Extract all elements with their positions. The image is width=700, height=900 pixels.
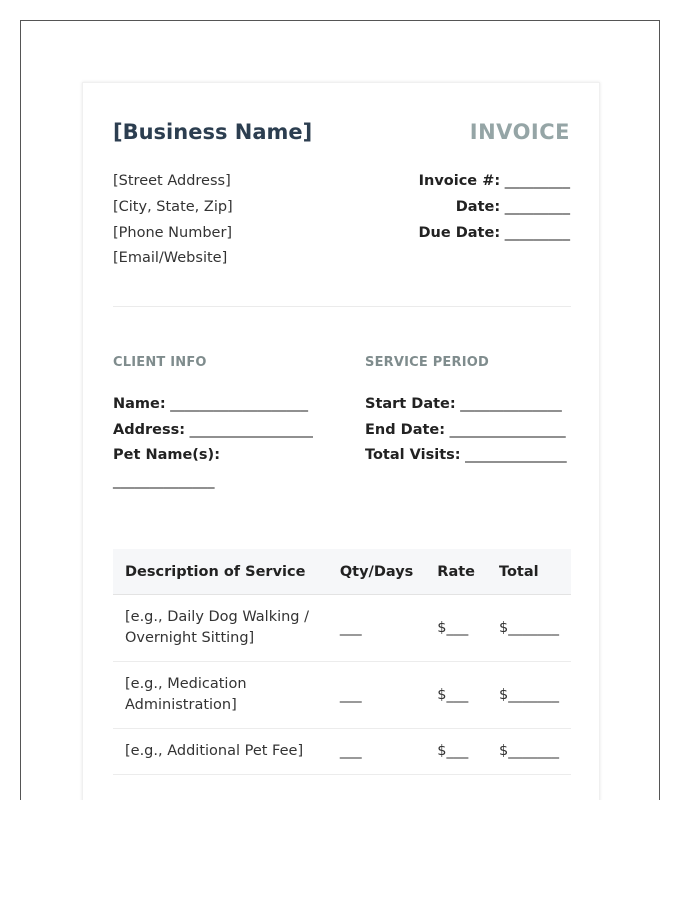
due-date-row (419, 221, 571, 247)
due-date-field: _________ (504, 224, 570, 241)
row-qty: ___ (328, 662, 425, 729)
header-description: Description of Service (113, 549, 328, 595)
client-address-field: _________________ (189, 421, 313, 438)
row-rate: $___ (425, 729, 487, 775)
invoice-sheet (82, 82, 600, 800)
end-date-label: End Date: (365, 421, 446, 438)
client-name-field: ___________________ (170, 396, 309, 412)
row-description: [e.g., Additional Pet Fee] (113, 729, 328, 775)
client-address-label: Address: (113, 421, 186, 438)
services-table (113, 549, 571, 775)
row-rate: $___ (425, 595, 487, 662)
row-rate: $___ (425, 662, 487, 729)
row-description: [e.g., Medication Administration] (113, 662, 328, 729)
city-state-zip: [City, State, Zip] (113, 198, 233, 215)
start-date-row (365, 392, 567, 418)
service-period-fields (365, 392, 567, 469)
start-date-label: Start Date: (365, 396, 456, 412)
invoice-date-field: _________ (504, 198, 570, 215)
client-info-heading: CLIENT INFO (113, 355, 207, 370)
table-row (113, 662, 571, 729)
table-header-row (113, 549, 571, 595)
row-description: [e.g., Daily Dog Walking / Overnight Sitting] (113, 595, 328, 662)
header-qty: Qty/Days (328, 549, 425, 595)
client-name-row (113, 392, 313, 418)
pet-name-label: Pet Name(s): (113, 447, 220, 464)
invoice-title: INVOICE (469, 120, 570, 144)
client-info-fields (113, 392, 313, 494)
row-qty: ___ (328, 729, 425, 775)
invoice-number-label: Invoice #: (418, 173, 501, 189)
row-total: $_______ (487, 729, 571, 775)
document-frame (20, 20, 660, 800)
invoice-number-field: _________ (504, 173, 570, 189)
client-address-row (113, 418, 313, 444)
start-date-field: ______________ (460, 396, 562, 412)
business-address-block (113, 169, 233, 272)
business-name: [Business Name] (113, 120, 313, 144)
row-total: $_______ (487, 595, 571, 662)
pet-name-field: ______________ (113, 472, 215, 489)
end-date-row (365, 418, 567, 444)
due-date-label: Due Date: (418, 224, 501, 241)
header-rate: Rate (425, 549, 487, 595)
table-row (113, 595, 571, 662)
section-divider (113, 306, 571, 307)
invoice-date-row (419, 195, 571, 221)
row-qty: ___ (328, 595, 425, 662)
service-period-heading: SERVICE PERIOD (365, 355, 489, 370)
total-visits-row (365, 443, 567, 469)
invoice-number-row (419, 169, 571, 195)
row-total: $_______ (487, 662, 571, 729)
total-visits-label: Total Visits: (365, 447, 461, 464)
invoice-meta-block (419, 169, 571, 246)
pet-name-row (113, 443, 313, 469)
end-date-field: ________________ (449, 421, 566, 438)
table-row (113, 729, 571, 775)
header-total: Total (487, 549, 571, 595)
total-visits-field: ______________ (465, 447, 567, 464)
email-website: [Email/Website] (113, 250, 228, 267)
invoice-date-label: Date: (455, 198, 501, 215)
phone-number: [Phone Number] (113, 224, 233, 241)
street-address: [Street Address] (113, 173, 231, 189)
client-name-label: Name: (113, 396, 166, 412)
